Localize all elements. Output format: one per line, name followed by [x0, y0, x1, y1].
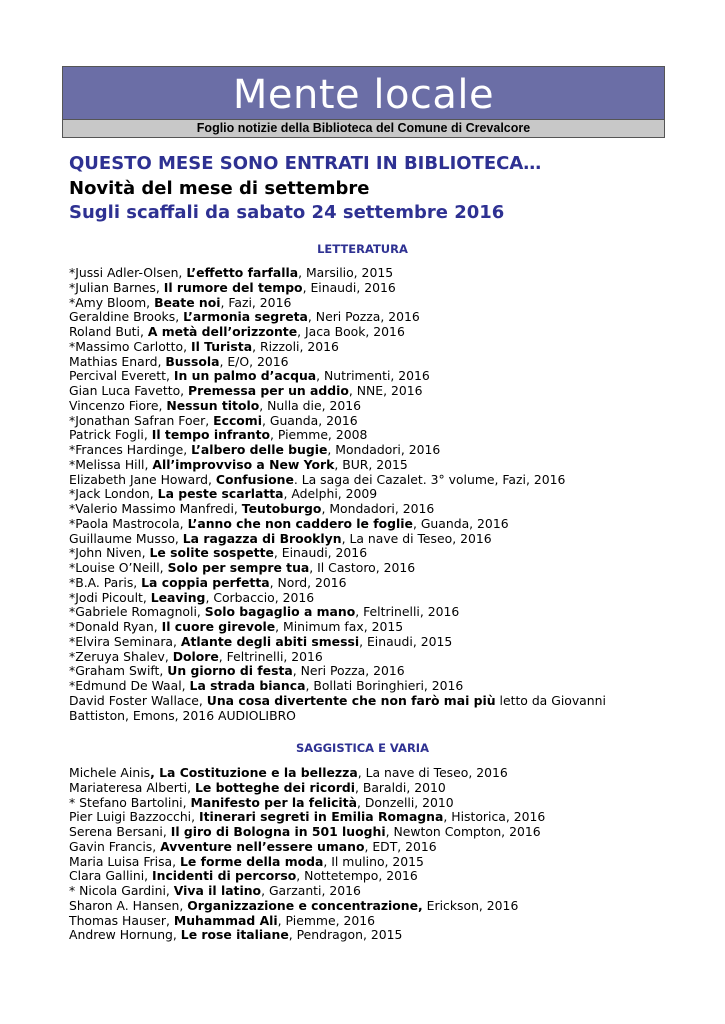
entry-title: Viva il latino: [173, 883, 262, 898]
list-item: [69, 650, 659, 665]
entry-publisher: . La saga dei Cazalet. 3° volume, Fazi, 2016: [293, 471, 566, 487]
entry-title: Premessa per un addio: [188, 383, 349, 398]
list-item: [69, 796, 659, 811]
entry-author: Gian Luca Favetto,: [69, 383, 189, 398]
masthead-title: Mente locale: [63, 67, 664, 119]
entry-author: *Elvira Seminara,: [69, 633, 181, 649]
entry-author: Geraldine Brooks,: [69, 309, 184, 325]
entry-publisher: , Feltrinelli, 2016: [355, 604, 460, 620]
entry-title: Solo bagaglio a mano: [204, 604, 356, 620]
list-item: [69, 679, 659, 694]
entry-author: *Valerio Massimo Manfredi,: [69, 501, 242, 516]
entry-publisher: Erickson, 2016: [422, 897, 519, 913]
entry-author: Mariateresa Alberti,: [69, 779, 196, 795]
entry-title: Bussola: [165, 353, 220, 369]
list-item: [69, 825, 659, 840]
entry-author: Guillaume Musso,: [69, 530, 183, 546]
entry-publisher: , La nave di Teseo, 2016: [357, 765, 508, 780]
list-item: [69, 532, 659, 547]
entry-title: Teutoburgo: [241, 501, 322, 516]
entry-title: All’improvviso a New York: [152, 456, 335, 472]
section-title-saggistica: SAGGISTICA E VARIA: [295, 741, 429, 755]
list-item: [69, 428, 659, 443]
masthead-subtitle: Foglio notizie della Biblioteca del Comune di Crevalcore: [63, 119, 664, 137]
entry-publisher: , NNE, 2016: [348, 383, 423, 398]
entry-title: Manifesto per la felicità: [190, 794, 357, 810]
entry-author: Maria Luisa Frisa,: [69, 853, 181, 869]
entry-publisher: , Donzelli, 2010: [356, 794, 454, 810]
entry-title: Solo per sempre tua: [167, 560, 310, 575]
list-item: [69, 546, 659, 561]
entry-author: *Massimo Carlotto,: [69, 338, 191, 354]
list-item: [69, 296, 659, 311]
entry-author: Clara Gallini,: [69, 868, 153, 884]
section-title-letteratura: LETTERATURA: [317, 242, 408, 256]
entry-publisher: , Fazi, 2016: [220, 294, 292, 310]
entry-title: Eccomi: [213, 412, 262, 428]
entry-publisher: , Einaudi, 2016: [273, 545, 368, 561]
masthead: [62, 66, 665, 138]
entry-title: L’anno che non caddero le foglie: [187, 515, 413, 531]
entry-title: Organizzazione e concentrazione,: [187, 897, 423, 913]
entry-publisher: , Historica, 2016: [443, 809, 546, 825]
entry-title: , La Costituzione e la bellezza: [150, 765, 358, 780]
entry-publisher: , Nutrimenti, 2016: [316, 368, 430, 384]
entry-title: Muhammad Ali: [173, 912, 278, 928]
entry-title: Il cuore girevole: [161, 619, 276, 634]
entry-publisher: , Newton Compton, 2016: [385, 824, 541, 839]
entry-publisher: , Piemme, 2008: [270, 427, 368, 443]
entry-author: *Paola Mastrocola,: [69, 515, 188, 531]
entry-publisher: , BUR, 2015: [334, 456, 408, 472]
entry-publisher: , Jaca Book, 2016: [297, 324, 405, 339]
entry-title: L’albero delle bugie: [191, 442, 328, 457]
list-item: [69, 899, 659, 914]
entry-title: L’effetto farfalla: [186, 265, 299, 280]
entry-publisher: , Bollati Boringhieri, 2016: [305, 678, 464, 693]
entry-publisher: , Nulla die, 2016: [259, 397, 362, 413]
list-item: [69, 266, 659, 281]
letteratura-list: [69, 266, 659, 723]
entry-author: Patrick Fogli,: [69, 427, 152, 443]
list-item: [69, 605, 659, 620]
entry-author: Roland Buti,: [69, 324, 148, 339]
heading-shelf-date: Sugli scaffali da sabato 24 settembre 2016: [69, 202, 505, 223]
entry-title: Incidenti di percorso: [152, 868, 297, 884]
entry-title: Nessun titolo: [166, 397, 260, 413]
entry-title: Itinerari segreti in Emilia Romagna: [199, 809, 444, 825]
entry-publisher: , Nottetempo, 2016: [296, 868, 418, 884]
entry-author: *B.A. Paris,: [69, 574, 142, 590]
entry-publisher: , Neri Pozza, 2016: [292, 663, 405, 679]
entry-publisher: , E/O, 2016: [219, 353, 289, 369]
entry-author: David Foster Wallace,: [69, 692, 207, 708]
list-item: [69, 414, 659, 429]
list-item: [69, 855, 659, 870]
entry-title: L’armonia segreta: [183, 309, 308, 325]
entry-author: *Louise O’Neill,: [69, 560, 168, 575]
entry-publisher: , Guanda, 2016: [261, 412, 358, 428]
list-item: [69, 473, 659, 488]
list-item: [69, 355, 659, 370]
entry-publisher: , La nave di Teseo, 2016: [341, 530, 492, 546]
entry-author: *Julian Barnes,: [69, 279, 164, 295]
list-item: [69, 384, 659, 399]
list-item: [69, 766, 659, 781]
list-item: [69, 928, 659, 943]
entry-publisher: letto da Giovanni Battiston, Emons, 2016 AUDIOLIBRO: [69, 692, 606, 723]
entry-title: Confusione: [215, 471, 294, 487]
entry-title: Il rumore del tempo: [163, 279, 303, 295]
entry-author: *Edmund De Waal,: [69, 678, 190, 693]
list-item: [69, 281, 659, 296]
list-item: [69, 502, 659, 517]
entry-title: Le botteghe dei ricordi: [195, 779, 355, 795]
list-item: [69, 399, 659, 414]
entry-title: Le forme della moda: [180, 853, 324, 869]
entry-title: Il Turista: [190, 338, 253, 354]
entry-author: *Zeruya Shalev,: [69, 648, 173, 664]
entry-title: La ragazza di Brooklyn: [182, 530, 342, 546]
list-item: [69, 561, 659, 576]
entry-title: La peste scarlatta: [157, 486, 284, 502]
entry-publisher: , Garzanti, 2016: [261, 883, 361, 898]
list-item: [69, 781, 659, 796]
saggistica-list: [69, 766, 659, 943]
entry-author: *Gabriele Romagnoli,: [69, 604, 205, 620]
entry-publisher: , Rizzoli, 2016: [252, 338, 339, 354]
list-item: [69, 443, 659, 458]
entry-publisher: , Piemme, 2016: [277, 912, 375, 928]
list-item: [69, 458, 659, 473]
entry-publisher: , Nord, 2016: [269, 574, 347, 590]
entry-author: *Jack London,: [69, 486, 158, 502]
entry-title: La strada bianca: [189, 678, 306, 693]
entry-title: La coppia perfetta: [141, 574, 270, 590]
entry-title: Beate noi: [154, 294, 221, 310]
entry-publisher: , Adelphi, 2009: [283, 486, 378, 502]
entry-author: *Jussi Adler-Olsen,: [69, 265, 187, 280]
list-item: [69, 635, 659, 650]
entry-author: Gavin Francis,: [69, 838, 161, 854]
entry-title: Le rose italiane: [180, 927, 289, 943]
entry-title: Dolore: [172, 648, 219, 664]
entry-publisher: , Marsilio, 2015: [298, 265, 394, 280]
entry-publisher: , Mondadori, 2016: [327, 442, 441, 457]
entry-title: In un palmo d’acqua: [173, 368, 317, 384]
list-item: [69, 914, 659, 929]
entry-publisher: , Feltrinelli, 2016: [218, 648, 323, 664]
entry-author: *Jodi Picoult,: [69, 589, 151, 605]
entry-author: Mathias Enard,: [69, 353, 166, 369]
entry-title: Leaving: [150, 589, 206, 605]
entry-publisher: , EDT, 2016: [364, 838, 437, 854]
entry-title: Il giro di Bologna in 501 luoghi: [170, 824, 386, 839]
list-item: [69, 487, 659, 502]
entry-author: *John Niven,: [69, 545, 150, 561]
list-item: [69, 810, 659, 825]
entry-author: *Frances Hardinge,: [69, 442, 192, 457]
entry-author: Sharon A. Hansen,: [69, 897, 188, 913]
heading-month: Novità del mese di settembre: [69, 178, 370, 199]
entry-publisher: , Corbaccio, 2016: [205, 589, 315, 605]
entry-publisher: , Einaudi, 2016: [302, 279, 396, 295]
heading-new-arrivals: QUESTO MESE SONO ENTRATI IN BIBLIOTECA…: [69, 153, 542, 174]
entry-publisher: , Minimum fax, 2015: [275, 619, 404, 634]
entry-publisher: , Il mulino, 2015: [323, 853, 424, 869]
entry-author: *Amy Bloom,: [69, 294, 155, 310]
entry-publisher: , Einaudi, 2015: [359, 633, 453, 649]
entry-publisher: , Pendragon, 2015: [288, 927, 403, 943]
list-item: [69, 576, 659, 591]
entry-author: Percival Everett,: [69, 368, 174, 384]
entry-title: A metà dell’orizzonte: [147, 324, 298, 339]
list-item: [69, 694, 659, 724]
entry-title: Atlante degli abiti smessi: [180, 633, 360, 649]
entry-author: Michele Ainis: [69, 765, 151, 780]
list-item: [69, 310, 659, 325]
list-item: [69, 517, 659, 532]
entry-author: Elizabeth Jane Howard,: [69, 471, 216, 487]
entry-title: Un giorno di festa: [167, 663, 293, 679]
list-item: [69, 664, 659, 679]
entry-author: Pier Luigi Bazzocchi,: [69, 809, 200, 825]
entry-author: Thomas Hauser,: [69, 912, 174, 928]
list-item: [69, 620, 659, 635]
list-item: [69, 869, 659, 884]
entry-author: Serena Bersani,: [69, 824, 171, 839]
entry-author: Andrew Hornung,: [69, 927, 181, 943]
entry-title: Avventure nell’essere umano: [160, 838, 365, 854]
entry-author: * Stefano Bartolini,: [69, 794, 191, 810]
entry-publisher: , Guanda, 2016: [412, 515, 509, 531]
entry-title: Una cosa divertente che non farò mai più: [206, 692, 496, 708]
entry-publisher: , Mondadori, 2016: [321, 501, 435, 516]
entry-author: *Jonathan Safran Foer,: [69, 412, 214, 428]
entry-author: Vincenzo Fiore,: [69, 397, 167, 413]
entry-publisher: , Neri Pozza, 2016: [307, 309, 420, 325]
list-item: [69, 591, 659, 606]
entry-author: *Graham Swift,: [69, 663, 168, 679]
entry-title: Il tempo infranto: [151, 427, 271, 443]
entry-publisher: , Il Castoro, 2016: [309, 560, 416, 575]
entry-author: * Nicola Gardini,: [69, 883, 174, 898]
list-item: [69, 340, 659, 355]
entry-publisher: , Baraldi, 2010: [354, 779, 446, 795]
list-item: [69, 840, 659, 855]
entry-author: *Melissa Hill,: [69, 456, 153, 472]
entry-title: Le solite sospette: [149, 545, 274, 561]
list-item: [69, 325, 659, 340]
entry-author: *Donald Ryan,: [69, 619, 162, 634]
list-item: [69, 369, 659, 384]
list-item: [69, 884, 659, 899]
